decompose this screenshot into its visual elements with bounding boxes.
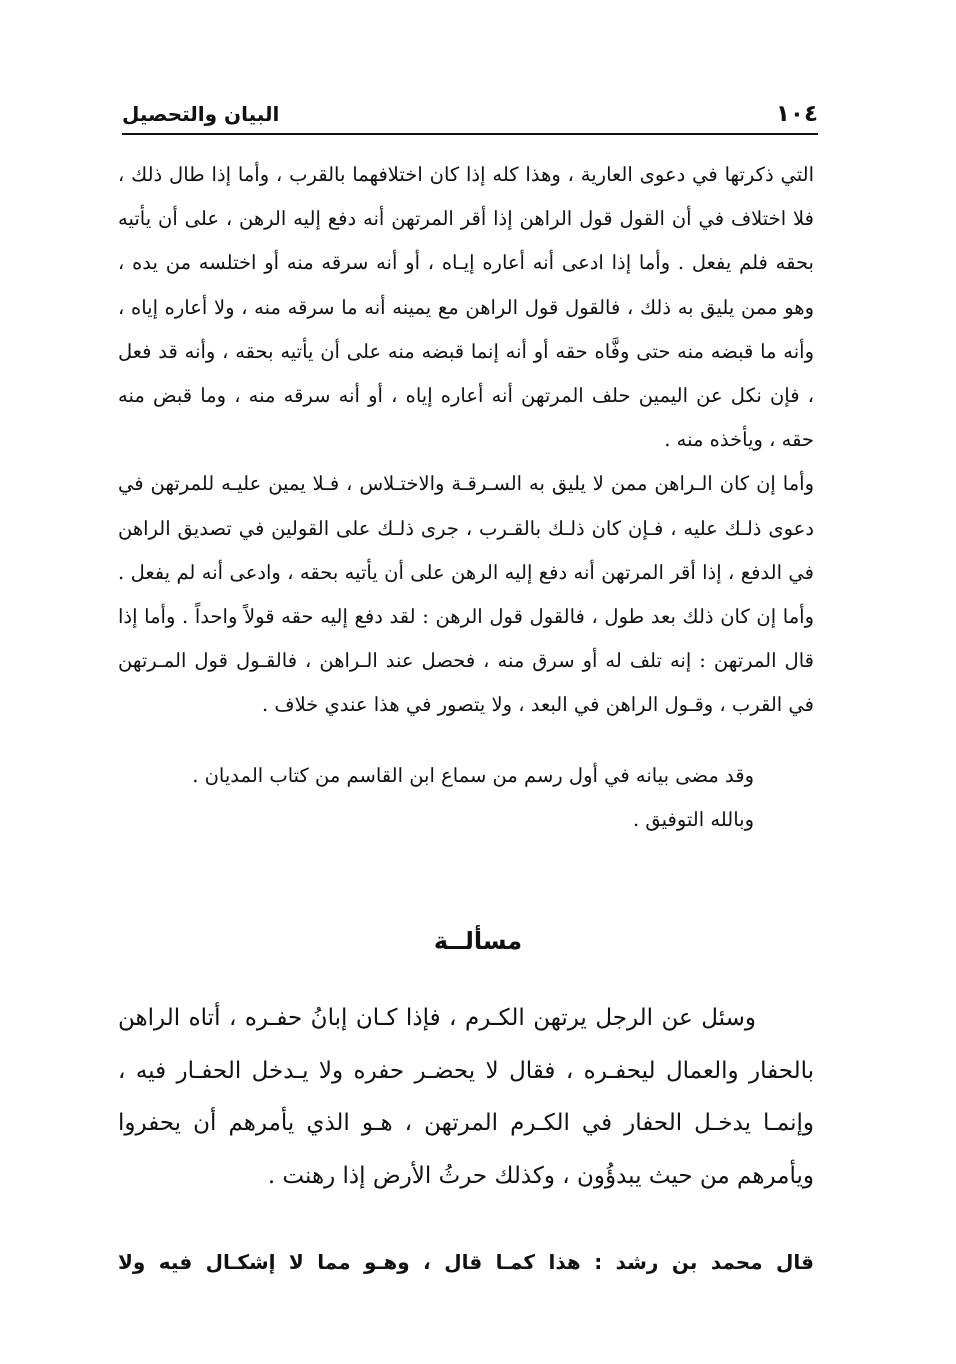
header-rule [122, 133, 818, 135]
main-text-block [118, 153, 814, 842]
page-number: ١٠٤ [775, 101, 818, 127]
paragraph-4: وبالله التوفيق . [632, 807, 754, 831]
paragraph-3: وقد مضى بيانه في أول رسم من سماع ابن القاسم من كتاب المديان . [192, 763, 754, 787]
paragraph-spacer [118, 728, 814, 754]
page-header [122, 98, 818, 130]
commentary-line: قال محمد بن رشد : هذا كمـا قال ، وهـو مما لا إشكـال فيه ولا [118, 1250, 814, 1274]
paragraph-2: وأما إن كان الـراهن ممن لا يليق به السـرقـة والاختـلاس ، فـلا يمين عليـه للمرتهن في دعوى ذلـك عليه ، فـإن كان ذلـك بالقـرب ، جرى ذلـك على القولين في تصديق الراهن في الدفع ، إذا أقر المرتهن أنه دفع إليه الرهن على أن يأتيه بحقه ، وادعى أنه لم يفعل . وأما إن كان ذلك بعد طول ، فالقول قول الرهن : لقد دفع إليه حقه قولاً واحداً . وأما إذا قال المرتهن : إنه تلف له أو سرق منه ، فحصل عند الـراهن ، فالقـول قول المـرتهن في القرب ، وقـول الراهن في البعد ، ولا يتصور في هذا عندي خلاف . [118, 472, 814, 717]
section-title: مسألــة [433, 927, 523, 955]
paragraph-1: التي ذكرتها في دعوى العارية ، وهذا كله إذا كان اختلافهما بالقرب ، وأما إذا طال ذلك ، فلا اختلاف في أن القول قول الراهن إذا أقر المرتهن أنه دفع إليه الرهن ، على أن يأتيه بحقه فلم يفعل . وأما إذا ادعى أنه أعاره إيـاه ، أو أنه سرقه منه أو اختلسه من يده ، وهو ممن يليق به ذلك ، فالقول قول الراهن مع يمينه أنه ما سرقه منه ، ولا أعاره إياه ، وأنه ما قبضه منه حتى وفَّاه حقه أو أنه إنما قبضه منه على أن يأتيه بحقه ، وأنه قد فعل ، فإن نكل عن اليمين حلف المرتهن أنه أعاره إياه ، أو أنه سرقه منه ، وما قبض منه حقه ، ويأخذه منه . [118, 163, 814, 452]
running-title: البيان والتحصيل [122, 102, 280, 126]
question-paragraph: وسئل عن الرجل يرتهن الكـرم ، فإذا كـان إبانُ حفـره ، أتاه الراهن بالحفار والعمال ليحفـره ، فقال لا يحضـر حفره ولا يـدخل الحفـار فيه ، وإنمـا يدخـل الحفار في الكـرم المرتهن ، هـو الذي يأمرهم أن يحفروا ويأمرهم من حيث يبدؤُون ، وكذلك حرثُ الأرض إذا رهنت . [118, 1005, 814, 1189]
